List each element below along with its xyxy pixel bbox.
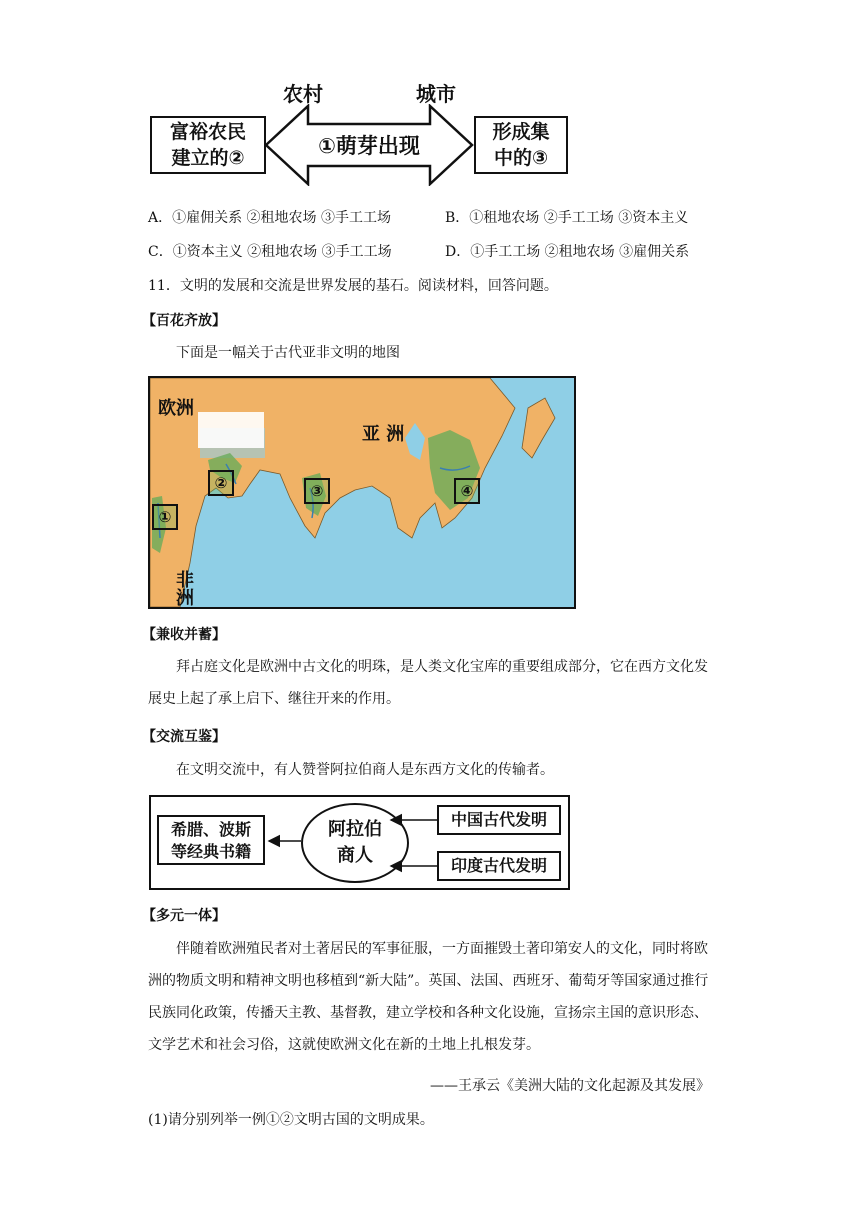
right-box-line2: 中的③ [493, 147, 549, 169]
books-line1: 希腊、波斯 [170, 820, 251, 839]
colonial-paragraph: 伴随着欧洲殖民者对土著居民的军事征服，一方面摧毁土著印第安人的文化，同时将欧洲的物质文明和精神文明也移植到“新大陆”。英国、法国、西班牙、葡萄牙等国家通过推行民族同化政策，传播天主教、基督教，建立学校和各种文化设施，宣扬宗主国的意识形态、文学艺术和社会习俗，这就使欧洲文化在新的土地上扎根发芽。 [148, 941, 709, 1053]
arab-merchant-diagram [149, 795, 570, 890]
marker-2: ② [208, 470, 234, 496]
option-c[interactable]: C．①资本主义 ②租地农场 ③手工工场 [148, 244, 392, 260]
label-asia: 亚 洲 [362, 424, 405, 445]
left-box [150, 116, 266, 174]
section-title-exchange: 【交流互鉴】 [142, 729, 226, 745]
books-line2: 等经典书籍 [170, 842, 251, 861]
indian-inventions-box: 印度古代发明 [437, 851, 561, 881]
chinese-inventions-box: 中国古代发明 [437, 805, 561, 835]
merchant-line1: 阿拉伯 [328, 819, 382, 840]
right-box [474, 116, 568, 174]
sub-question-1: (1)请分别列举一例①②文明古国的文明成果。 [148, 1112, 434, 1128]
section-title-diverse: 【多元一体】 [142, 908, 226, 924]
map-intro: 下面是一幅关于古代亚非文明的地图 [176, 345, 400, 361]
label-africa-1: 非 [176, 570, 194, 591]
diagram2-arrows [151, 797, 568, 888]
byzantine-paragraph: 拜占庭文化是欧洲中古文化的明珠，是人类文化宝库的重要组成部分，它在西方文化发展史上起了承上启下、继往开来的作用。 [148, 659, 708, 707]
option-a[interactable]: A．①雇佣关系 ②租地农场 ③手工工场 [148, 210, 392, 226]
label-countryside: 农村 [283, 82, 323, 106]
exchange-intro: 在文明交流中，有人赞誉阿拉伯商人是东西方文化的传输者。 [176, 762, 554, 778]
option-b[interactable]: B．①租地农场 ②手工工场 ③资本主义 [445, 210, 689, 226]
right-box-line1: 形成集 [492, 121, 550, 143]
arrow-center-text: ①萌芽出现 [318, 134, 420, 158]
option-d[interactable]: D．①手工工场 ②租地农场 ③雇佣关系 [445, 244, 690, 260]
diagram-capitalism-sprout [148, 70, 588, 190]
section-title-bloom: 【百花齐放】 [142, 313, 226, 329]
marker-4: ④ [454, 478, 480, 504]
label-europe: 欧洲 [158, 398, 194, 419]
question-11-stem: 11．文明的发展和交流是世界发展的基石。阅读材料，回答问题。 [148, 278, 558, 294]
left-box-line2: 建立的② [171, 147, 245, 169]
marker-3: ③ [304, 478, 330, 504]
marker-1: ① [152, 504, 178, 530]
source-citation: ——王承云《美洲大陆的文化起源及其发展》 [430, 1078, 710, 1094]
merchant-line2: 商人 [337, 845, 373, 866]
section-title-inclusive: 【兼收并蓄】 [142, 627, 226, 643]
left-box-line1: 富裕农民 [169, 121, 246, 143]
ancient-civilizations-map [148, 376, 576, 609]
label-africa-2: 洲 [176, 588, 194, 609]
label-city: 城市 [416, 82, 456, 106]
